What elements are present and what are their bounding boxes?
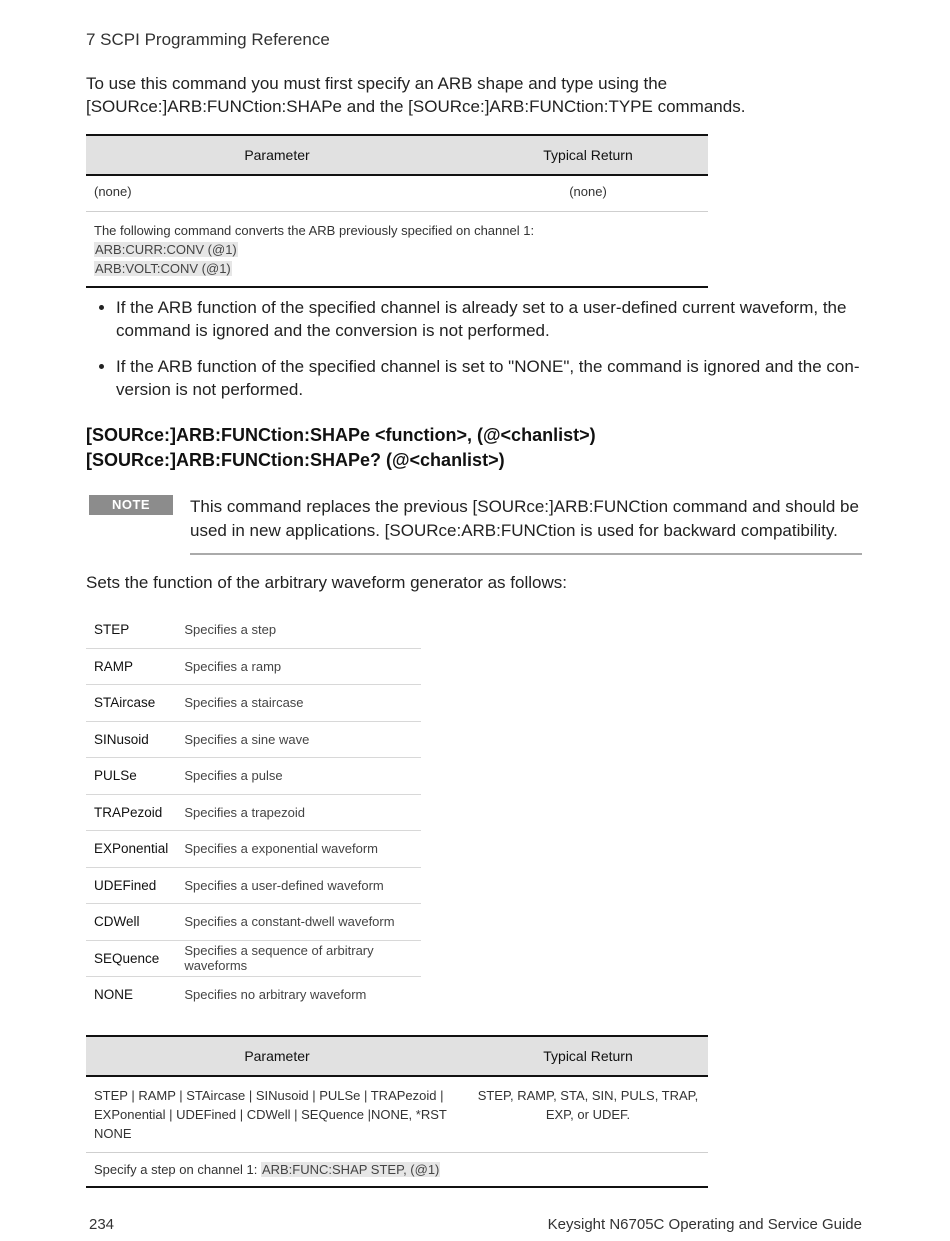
function-key: STEP xyxy=(86,612,176,648)
table1-header-parameter: Parameter xyxy=(86,135,468,175)
table2-example-cell xyxy=(86,1153,708,1188)
intro-line-2: [SOURce:]ARB:FUNCtion:SHAPe and the [SOURce:]ARB:FUNCtion:TYPE commands. xyxy=(86,97,746,116)
command-query-syntax: [SOURce:]ARB:FUNCtion:SHAPe? (@<chanlist>) xyxy=(86,450,505,470)
function-desc: Specifies a sequence of arbitrary waveforms xyxy=(176,940,421,977)
function-key: TRAPezoid xyxy=(86,794,176,831)
parameter-table-2 xyxy=(86,1035,708,1188)
function-key: NONE xyxy=(94,987,134,1003)
table-row xyxy=(86,794,421,831)
function-key: UDEFined xyxy=(86,867,176,904)
table1-example-code-1: ARB:CURR:CONV (@1) xyxy=(95,242,237,257)
table-row xyxy=(86,867,421,904)
function-key: CDWell xyxy=(86,904,176,941)
notes-list xyxy=(86,296,876,414)
table-row xyxy=(86,648,421,685)
table2-example-code: ARB:FUNC:SHAP STEP, (@1) xyxy=(261,1162,440,1177)
table-row xyxy=(86,612,421,648)
table-row xyxy=(86,758,421,795)
table2-header-return: Typical Return xyxy=(468,1036,708,1076)
list-item: • If the ARB function of the specified channel is set to "NONE", the command is ignored and the con-version is not performed. xyxy=(116,355,876,401)
function-desc: Specifies a staircase xyxy=(176,685,421,722)
function-intro: Sets the function of the arbitrary waveform generator as follows: xyxy=(86,573,567,592)
function-key: EXPonential xyxy=(86,831,176,868)
table-row xyxy=(86,904,421,941)
table1-param-cell: (none) xyxy=(86,175,468,212)
table1-header-return: Typical Return xyxy=(468,135,708,175)
list-item: • If the ARB function of the specified channel is already set to a user-defined current waveform, the command is ignored and the conversion is not performed. xyxy=(116,296,876,342)
function-desc: Specifies a trapezoid xyxy=(176,794,421,831)
function-desc: Specifies a sine wave xyxy=(176,721,421,758)
command-syntax: [SOURce:]ARB:FUNCtion:SHAPe <function>, (@<chanlist>) xyxy=(86,425,596,445)
function-desc: Specifies a exponential waveform xyxy=(176,831,421,868)
command-heading xyxy=(86,423,596,473)
function-desc: Specifies a step xyxy=(176,612,421,648)
table2-return-cell: STEP, RAMP, STA, SIN, PULS, TRAP, EXP, or UDEF. xyxy=(468,1076,708,1153)
table-row xyxy=(86,721,421,758)
intro-paragraph xyxy=(86,72,866,118)
table-row xyxy=(86,831,421,868)
function-desc: Specifies no arbitrary waveform xyxy=(184,987,367,1003)
function-key: PULSe xyxy=(86,758,176,795)
function-desc: Specifies a constant-dwell waveform xyxy=(176,904,421,941)
page-number: 234 xyxy=(89,1216,115,1233)
table1-example-code-2: ARB:VOLT:CONV (@1) xyxy=(95,261,231,276)
function-desc: Specifies a pulse xyxy=(176,758,421,795)
running-header: 7 SCPI Programming Reference xyxy=(86,30,330,49)
note-badge: NOTE xyxy=(89,495,173,515)
function-desc: Specifies a ramp xyxy=(176,648,421,685)
table-row xyxy=(86,940,421,977)
function-key: SINusoid xyxy=(86,721,176,758)
parameter-table-1 xyxy=(86,134,708,288)
function-key: RAMP xyxy=(86,648,176,685)
table1-example-cell xyxy=(86,212,708,288)
function-desc: Specifies a user-defined waveform xyxy=(176,867,421,904)
function-table xyxy=(86,612,421,1013)
table2-example-text: Specify a step on channel 1: xyxy=(94,1162,261,1177)
intro-line-1: To use this command you must first specify an ARB shape and type using the xyxy=(86,74,668,93)
table1-return-cell: (none) xyxy=(468,175,708,212)
table2-header-parameter: Parameter xyxy=(86,1036,468,1076)
function-key: SEQuence xyxy=(86,940,176,977)
document-title: Keysight N6705C Operating and Service Guide xyxy=(547,1216,862,1233)
function-key: STAircase xyxy=(86,685,176,722)
table1-example-text: The following command converts the ARB previously specified on channel 1: xyxy=(94,223,535,238)
table-row xyxy=(86,977,421,1013)
table2-param-cell: STEP | RAMP | STAircase | SINusoid | PULSe | TRAPezoid | EXPonential | UDEFined | CDWell | SEQuence |NONE, *RST NONE xyxy=(86,1076,468,1153)
note-text: This command replaces the previous [SOURce:]ARB:FUNCtion command and should be used in new applications. [SOURce:ARB:FUNCtion is used for backward compatibility. xyxy=(190,495,862,555)
table-row xyxy=(86,685,421,722)
